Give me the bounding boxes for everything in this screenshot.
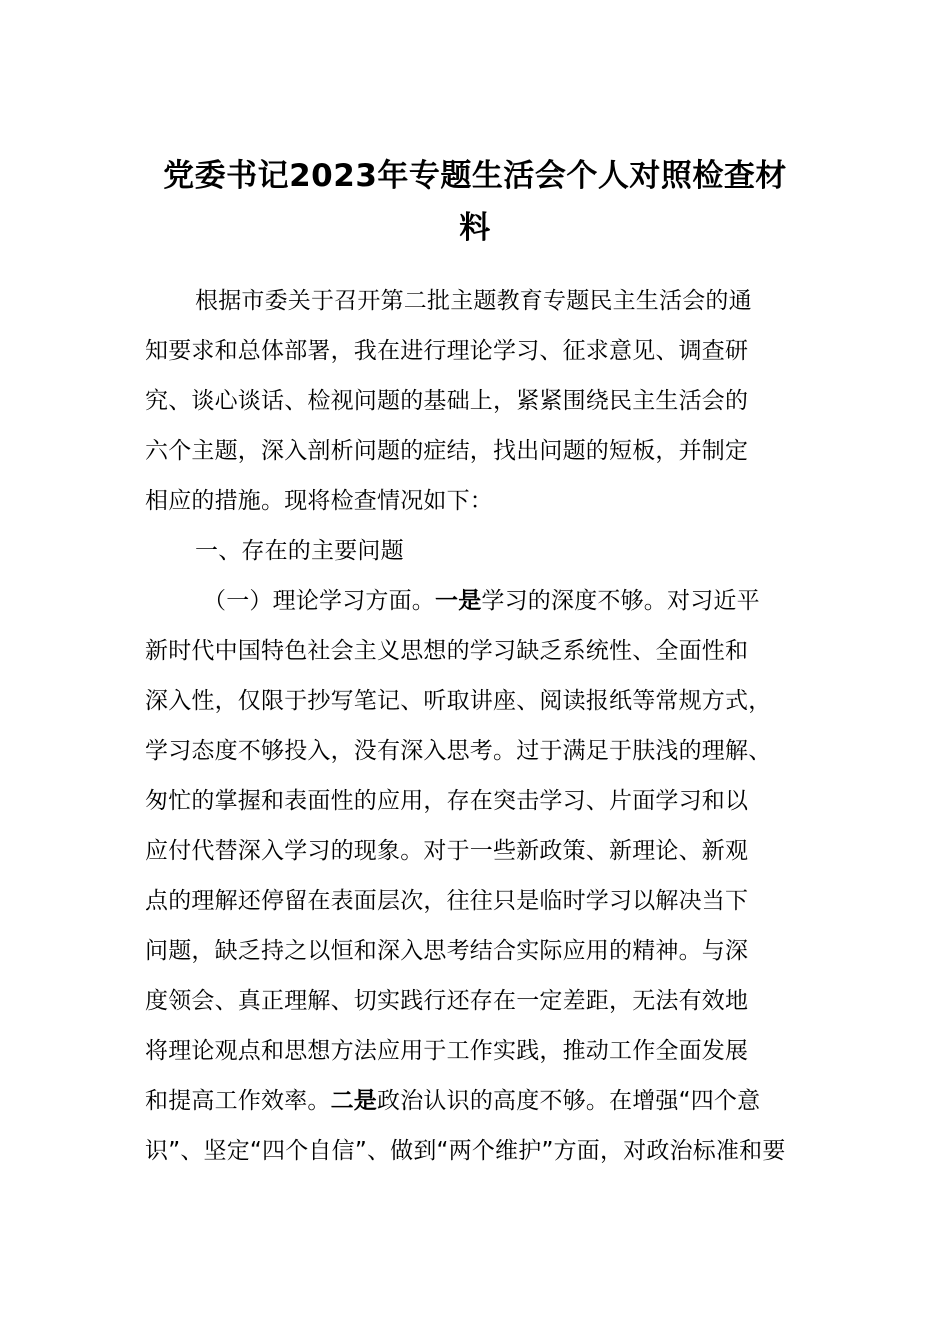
subsection-line-rest: 学习的深度不够。对习近平 <box>481 588 760 614</box>
intro-line: 根据市委关于召开第二批主题教育专题民主生活会的通 <box>195 288 752 314</box>
intro-line: 六个主题，深入剖析问题的症结，找出问题的短板，并制定 <box>145 438 749 464</box>
paragraph-line: 度领会、真正理解、切实践行还存在一定差距，无法有效地 <box>145 988 749 1014</box>
title-line-1: 党委书记2023年专题生活会个人对照检查材 <box>163 158 787 194</box>
intro-line: 究、谈心谈话、检视问题的基础上，紧紧围绕民主生活会的 <box>145 388 749 414</box>
paragraph-line: 匆忙的掌握和表面性的应用，存在突击学习、片面学习和以 <box>145 788 749 814</box>
document-title <box>140 150 810 254</box>
section-heading: 一、存在的主要问题 <box>195 538 404 564</box>
line-pre: 和提高工作效率。 <box>145 1088 331 1114</box>
paragraph-line: 点的理解还停留在表面层次，往往只是临时学习以解决当下 <box>145 888 749 914</box>
paragraph-line: 深入性，仅限于抄写笔记、听取讲座、阅读报纸等常规方式， <box>145 688 772 714</box>
paragraph-line: 学习态度不够投入，没有深入思考。过于满足于肤浅的理解、 <box>145 738 772 764</box>
paragraph-line: 应付代替深入学习的现象。对于一些新政策、新理论、新观 <box>145 838 749 864</box>
subsection-prefix: （一）理论学习方面。 <box>203 588 435 614</box>
intro-line: 知要求和总体部署，我在进行理论学习、征求意见、调查研 <box>145 338 749 364</box>
paragraph-line: 问题，缺乏持之以恒和深入思考结合实际应用的精神。与深 <box>145 938 749 964</box>
paragraph-line: 新时代中国特色社会主义思想的学习缺乏系统性、全面性和 <box>145 638 749 664</box>
paragraph-line: 将理论观点和思想方法应用于工作实践，推动工作全面发展 <box>145 1038 749 1064</box>
point-marker-1: 一是 <box>435 588 482 614</box>
intro-line: 相应的措施。现将检查情况如下： <box>145 488 493 514</box>
subsection-first-line <box>145 576 810 626</box>
point-marker-2: 二是 <box>330 1088 378 1114</box>
paragraph-line-with-marker <box>145 1076 810 1126</box>
document-body <box>145 276 810 1176</box>
title-line-2: 料 <box>459 210 491 246</box>
paragraph-line: 识”、坚定“四个自信”、做到“两个维护”方面，对政治标准和要 <box>145 1138 786 1164</box>
line-post: 政治认识的高度不够。在增强“四个意 <box>377 1088 761 1114</box>
